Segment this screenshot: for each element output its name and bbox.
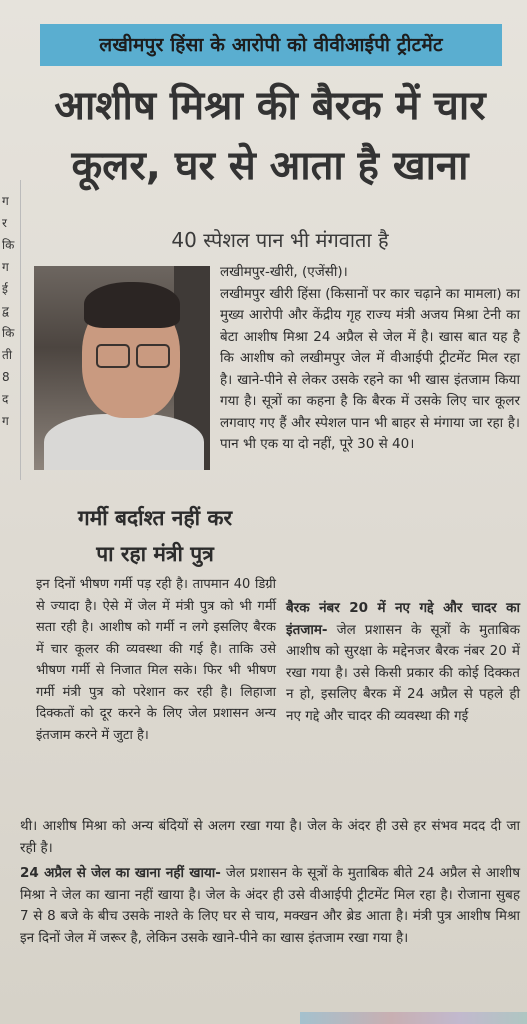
food-paragraph: [20, 863, 520, 949]
margin-char: द: [2, 392, 9, 406]
margin-char: ई: [2, 282, 8, 296]
intro-column: [220, 262, 520, 456]
margin-char: ग: [2, 194, 9, 208]
margin-char: कि: [2, 326, 15, 340]
column-divider: [20, 180, 21, 480]
margin-char: कि: [2, 238, 15, 252]
margin-char: द्व: [2, 304, 9, 318]
print-color-strip: [300, 1012, 527, 1024]
photo-shirt: [44, 414, 204, 470]
subheadline: 40 स्पेशल पान भी मंगवाता है: [171, 228, 389, 252]
barrack-continuation: थी। आशीष मिश्रा को अन्य बंदियों से अलग रखा गया है। जेल के अंदर ही उसे हर संभव मदद दी जा रही है।: [20, 818, 520, 856]
margin-char: ती: [2, 348, 12, 362]
photo-glasses: [96, 344, 130, 368]
photo-glasses: [136, 344, 170, 368]
box-heading-line-1: गर्मी बर्दाश्त नहीं कर: [77, 506, 233, 530]
full-width-text: [20, 816, 520, 953]
box-heading-line-2: पा रहा मंत्री पुत्र: [96, 542, 214, 566]
photo-hair: [84, 282, 180, 328]
box-paragraph: इन दिनों भीषण गर्मी पड़ रही है। तापमान 40 डिग्री से ज्यादा है। ऐसे में जेल में मंत्री पुत्र को भी गर्मी सता रही है। आशीष को गर्मी न लगे इसलिए बैरक में चार कूलर की व्यवस्था की गई है। ताकि उसे भीषण गर्मी से निजात मिल सके। फिर भी भीषण गर्मी मंत्री पुत्र को परेशान कर रही है। लिहाजा दिक्कतों को दूर करने के लिए जेल प्रशासन अन्य इंतजाम करने में जुटा है।: [36, 577, 276, 743]
barrack-lead: बैरक नंबर 20 में नए गद्दे और चादर का इंतजाम-: [286, 600, 520, 638]
intro-paragraph: लखीमपुर खीरी हिंसा (किसानों पर कार चढ़ाने का मामला) का मुख्य आरोपी और केंद्रीय गृह राज्य मंत्री अजय मिश्रा टेनी का बेटा आशीष मिश्रा 24 अप्रैल से जेल में है। खास बात यह है कि आशीष को लखीमपुर जेल में वीआईपी ट्रीटमेंट मिल रहा है। खाने-पीने से लेकर उसके रहने का भी खास इंतजाम किया गया है। सूत्रों का कहना है कि बैरक में उसके लिए चार कूलर लगवाए गए हैं और स्पेशल पान भी बाहर से मंगाया जा रहा है। पान भी एक या दो नहीं, पूरे 30 से 40।: [220, 285, 520, 452]
headline-line-1: आशीष मिश्रा की बैरक में चार: [54, 83, 486, 129]
margin-char: र: [2, 216, 7, 230]
barrack-paragraph: [286, 598, 520, 727]
food-body: जेल प्रशासन के सूत्रों के मुताबिक बीते 24 अप्रैल से आशीष मिश्रा ने जेल का खाना नहीं खाया है। जेल के अंदर ही उसे वीआईपी ट्रीटमेंट मिल रहा है। रोजाना सुबह 7 से 8 बजे के बीच उसके नाश्ते के लिए घर से चाय, मक्खन और ब्रेड आता है। मंत्री पुत्र आशीष मिश्रा इन दिनों जेल में जरूर है, लेकिन उसके खाने-पीने का खास इंतजाम रखा गया है।: [20, 865, 521, 946]
dateline: लखीमपुर-खीरी, (एजेंसी)।: [220, 264, 348, 280]
food-lead: 24 अप्रैल से जेल का खाना नहीं खाया-: [20, 865, 221, 881]
portrait-photo: [34, 266, 210, 470]
kicker-banner: लखीमपुर हिंसा के आरोपी को वीवीआईपी ट्रीटमेंट: [40, 24, 502, 66]
headline-line-2: कूलर, घर से आता है खाना: [71, 143, 469, 189]
margin-char: 8: [2, 370, 10, 384]
box-heading: [30, 500, 280, 572]
margin-char: ग: [2, 414, 9, 428]
margin-char: ग: [2, 260, 9, 274]
barrack-body: जेल प्रशासन के सूत्रों के मुताबिक आशीष को सुरक्षा के मद्देनजर बैरक नंबर 20 में रखा गया है। उसे किसी प्रकार की कोई दिक्कत न हो, इसलिए बैरक में 24 अप्रैल से पहले ही नए गद्दे और चादर की व्यवस्था की गई: [286, 621, 520, 724]
adjacent-column-fragment: [0, 0, 20, 470]
